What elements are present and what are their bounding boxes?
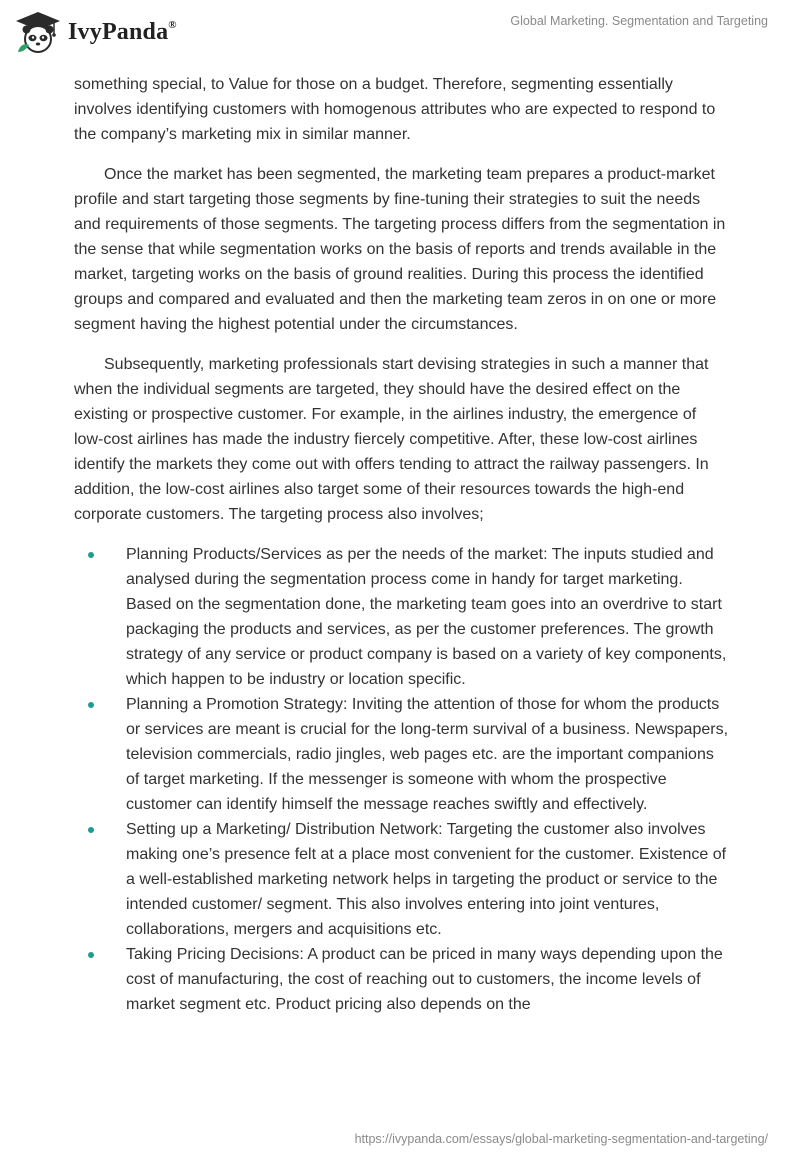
- bullet-dot-icon: [88, 552, 94, 558]
- list-item: Planning a Promotion Strategy: Inviting the attention of those for whom the products or services are meant is crucial for the long-term survival of a business. Newspapers, television commercials, radio jingles, web pages etc. are the important companions of target marketing. If the messenger is someone with whom the prospective customer can identify himself the message reaches swiftly and effectively.: [74, 692, 728, 817]
- bullet-dot-icon: [88, 952, 94, 958]
- list-item: Taking Pricing Decisions: A product can be priced in many ways depending upon the cost of manufacturing, the cost of reaching out to customers, the income levels of market segment etc. Product pricing also depends on the: [74, 942, 728, 1017]
- page-header: [0, 0, 800, 64]
- bullet-list: [74, 542, 728, 1017]
- paragraph: Once the market has been segmented, the marketing team prepares a product-market profile and start targeting those segments by fine-tuning their strategies to suit the needs and requirements of those segments. The targeting process differs from the segmentation in the sense that while segmentation works on the basis of reports and trends available in the market, targeting works on the basis of ground realities. During this process the identified groups and compared and evaluated and then the marketing team zeros in on one or more segment having the highest potential under the circumstances.: [74, 166, 726, 333]
- bullet-dot-icon: [88, 827, 94, 833]
- source-url[interactable]: https://ivypanda.com/essays/global-marketing-segmentation-and-targeting/: [354, 1132, 768, 1146]
- list-item: Setting up a Marketing/ Distribution Network: Targeting the customer also involves making one’s presence felt at a place most convenient for the customer. Existence of a well-established marketing network helps in targeting the product or service to the intended customer/ segment. This also involves entering into joint ventures, collaborations, mergers and acquisitions etc.: [74, 817, 728, 942]
- logo-text: IvyPanda®: [68, 18, 177, 45]
- logo[interactable]: [14, 10, 177, 54]
- paragraph: something special, to Value for those on a budget. Therefore, segmenting essentially involves identifying customers with homogenous attributes who are expected to respond to the company’s marketing mix in similar manner.: [74, 76, 716, 143]
- paragraph: Subsequently, marketing professionals start devising strategies in such a manner that when the individual segments are targeted, they should have the desired effect on the existing or prospective customer. For example, in the airlines industry, the emergence of low-cost airlines has made the industry fiercely competitive. After, these low-cost airlines identify the markets they come out with offers tending to attract the railway passengers. In addition, the low-cost airlines also target some of their resources towards the high-end corporate customers. The targeting process also involves;: [74, 356, 709, 523]
- article-body: [74, 72, 728, 1017]
- document-title: Global Marketing. Segmentation and Targeting: [510, 14, 768, 28]
- list-item: Planning Products/Services as per the needs of the market: The inputs studied and analysed during the segmentation process come in handy for target marketing. Based on the segmentation done, the marketing team goes into an overdrive to start packaging the products and services, as per the customer preferences. The growth strategy of any service or product company is based on a variety of key components, which happen to be industry or location specific.: [74, 542, 728, 692]
- panda-graduate-icon: [14, 10, 62, 54]
- bullet-dot-icon: [88, 702, 94, 708]
